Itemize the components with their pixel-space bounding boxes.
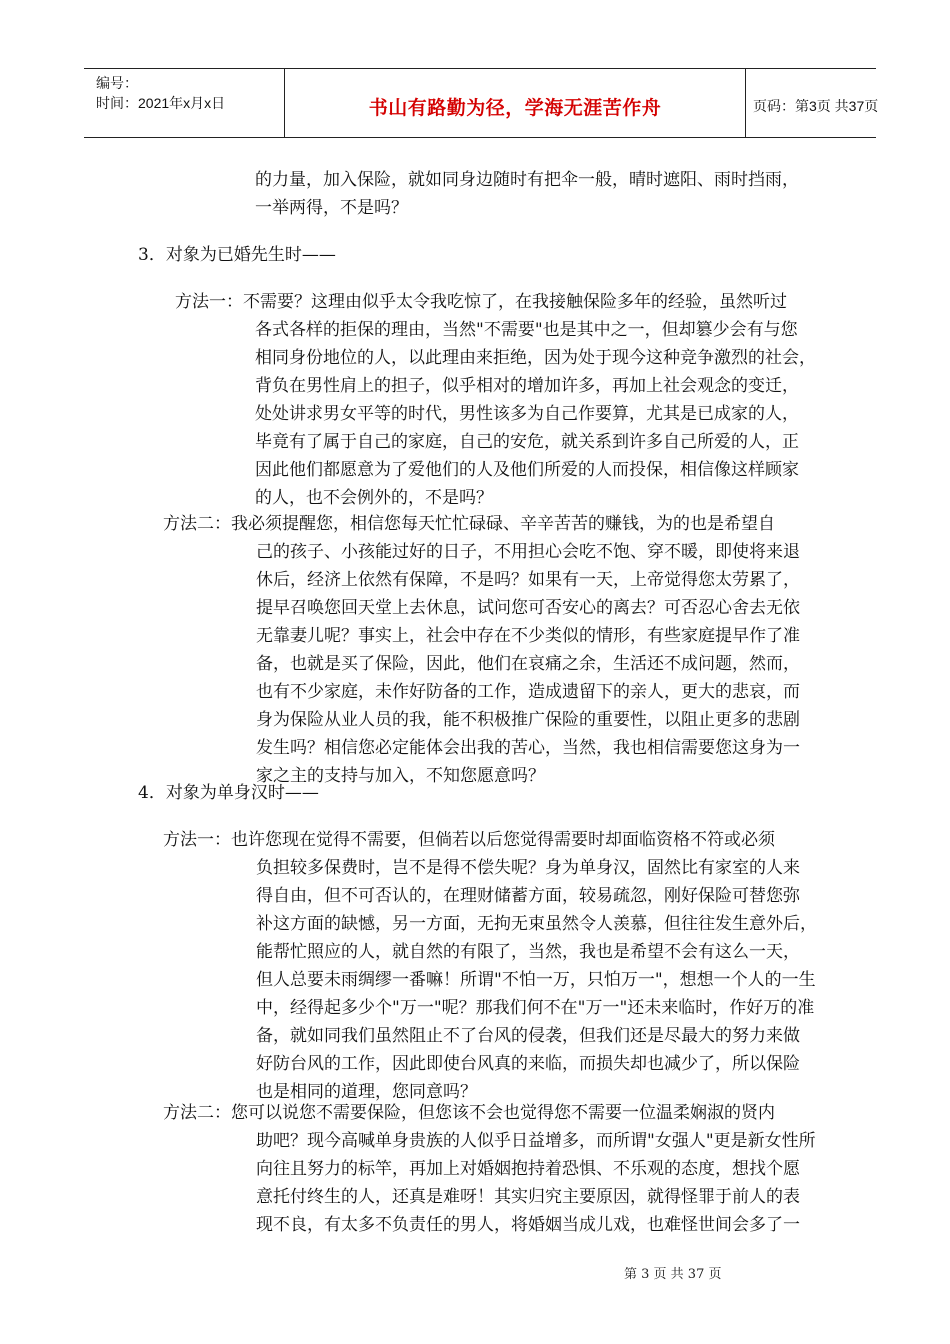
text-line: 的人，也不会例外的，不是吗？ [255, 488, 493, 508]
text-line: 中，经得起多少个"万一"呢？那我们何不在"万一"还未来临时，作好万的准 [256, 998, 815, 1018]
paragraph-4-method-2 [163, 1099, 816, 1239]
text-line: 负担较多保费时，岂不是得不偿失呢？身为单身汉，固然比有家室的人来 [256, 858, 800, 878]
text-line: 方法二：您可以说您不需要保险，但您该不会也觉得您不需要一位温柔娴淑的贤内 [163, 1103, 775, 1123]
paragraph-3-method-1 [175, 288, 816, 512]
text-line: 但人总要未雨绸缪一番嘛！所谓"不怕一万，只怕万一"，想想一个人的一生 [256, 970, 816, 990]
text-line: 己的孩子、小孩能过好的日子，不用担心会吃不饱、穿不暖，即使将来退 [256, 542, 800, 562]
text-line: 一举两得，不是吗？ [255, 198, 408, 218]
text-line: 也有不少家庭，未作好防备的工作，造成遗留下的亲人，更大的悲哀，而 [256, 682, 800, 702]
heading-4-text: 4．对象为单身汉时—— [138, 783, 319, 803]
text-line: 休后，经济上依然有保障，不是吗？如果有一天，上帝觉得您太劳累了， [256, 570, 800, 590]
text-line: 无靠妻儿呢？事实上，社会中存在不少类似的情形，有些家庭提早作了准 [256, 626, 800, 646]
text-line: 能帮忙照应的人，就自然的有限了，当然，我也是希望不会有这么一天， [256, 942, 800, 962]
text-line: 得自由，但不可否认的，在理财储蓄方面，较易疏忽，刚好保险可替您弥 [256, 886, 800, 906]
text-line: 家之主的支持与加入，不知您愿意吗？ [256, 766, 545, 786]
text-line: 方法一：也许您现在觉得不需要，但倘若以后您觉得需要时却面临资格不符或必须 [163, 830, 775, 850]
text-line: 方法一：不需要？这理由似乎太令我吃惊了，在我接触保险多年的经验，虽然听过 [175, 292, 787, 312]
text-line: 毕竟有了属于自己的家庭，自己的安危，就关系到许多自己所爱的人，正 [255, 432, 799, 452]
text-line: 方法二：我必须提醒您，相信您每天忙忙碌碌、辛辛苦苦的赚钱，为的也是希望自 [163, 514, 775, 534]
text-line: 向往且努力的标竿，再加上对婚姻抱持着恐惧、不乐观的态度，想找个愿 [256, 1159, 800, 1179]
text-line: 因此他们都愿意为了爱他们的人及他们所爱的人而投保，相信像这样顾家 [255, 460, 799, 480]
text-line: 补这方面的缺憾，另一方面，无拘无束虽然令人羡慕，但往往发生意外后， [256, 914, 817, 934]
text-line: 备，就如同我们虽然阻止不了台风的侵袭，但我们还是尽最大的努力来做 [256, 1026, 800, 1046]
text-line: 各式各样的拒保的理由，当然"不需要"也是其中之一，但却篡少会有与您 [255, 320, 798, 340]
page-footer: 第 3 页 共 37 页 [624, 1267, 722, 1282]
paragraph-intro [255, 166, 799, 222]
text-line: 助吧？现今高喊单身贵族的人似乎日益增多，而所谓"女强人"更是新女性所 [256, 1131, 816, 1151]
text-line: 意托付终生的人，还真是难呀！其实归究主要原因，就得怪罪于前人的表 [256, 1187, 800, 1207]
text-line: 背负在男性肩上的担子，似乎相对的增加许多，再加上社会观念的变迁， [255, 376, 799, 396]
text-line: 提早召唤您回天堂上去休息，试问您可否安心的离去？可否忍心舍去无依 [256, 598, 800, 618]
heading-3-text: 3．对象为已婚先生时—— [138, 245, 336, 265]
text-line: 处处讲求男女平等的时代，男性该多为自己作要算，尤其是已成家的人， [255, 404, 799, 424]
paragraph-4-method-1 [163, 826, 817, 1106]
motto-text: 书山有路勤为径，学海无涯苦作舟 [368, 97, 662, 119]
paragraph-3-method-2 [163, 510, 800, 790]
text-line: 备，也就是买了保险，因此，他们在哀痛之余，生活还不成问题，然而， [256, 654, 800, 674]
heading-section-4 [138, 779, 319, 807]
page-info: 页码：第3页 共37页 [753, 98, 879, 114]
text-line: 身为保险从业人员的我，能不积极推广保险的重要性，以阻止更多的悲剧 [256, 710, 800, 730]
heading-section-3 [138, 241, 336, 269]
text-line: 也是相同的道理，您同意吗？ [256, 1082, 477, 1102]
number-label: 编号： [96, 75, 138, 91]
text-line: 好防台风的工作，因此即使台风真的来临，而损失却也减少了，所以保险 [256, 1054, 800, 1074]
text-line: 相同身份地位的人，以此理由来拒绝，因为处于现今这种竞争激烈的社会， [255, 348, 816, 368]
date-label: 时间：2021年x月x日 [96, 95, 226, 111]
text-line: 发生吗？相信您必定能体会出我的苦心，当然，我也相信需要您这身为一 [256, 738, 800, 758]
text-line: 现不良，有太多不负责任的男人，将婚姻当成儿戏，也难怪世间会多了一 [256, 1215, 800, 1235]
text-line: 的力量，加入保险，就如同身边随时有把伞一般，晴时遮阳、雨时挡雨， [255, 170, 799, 190]
